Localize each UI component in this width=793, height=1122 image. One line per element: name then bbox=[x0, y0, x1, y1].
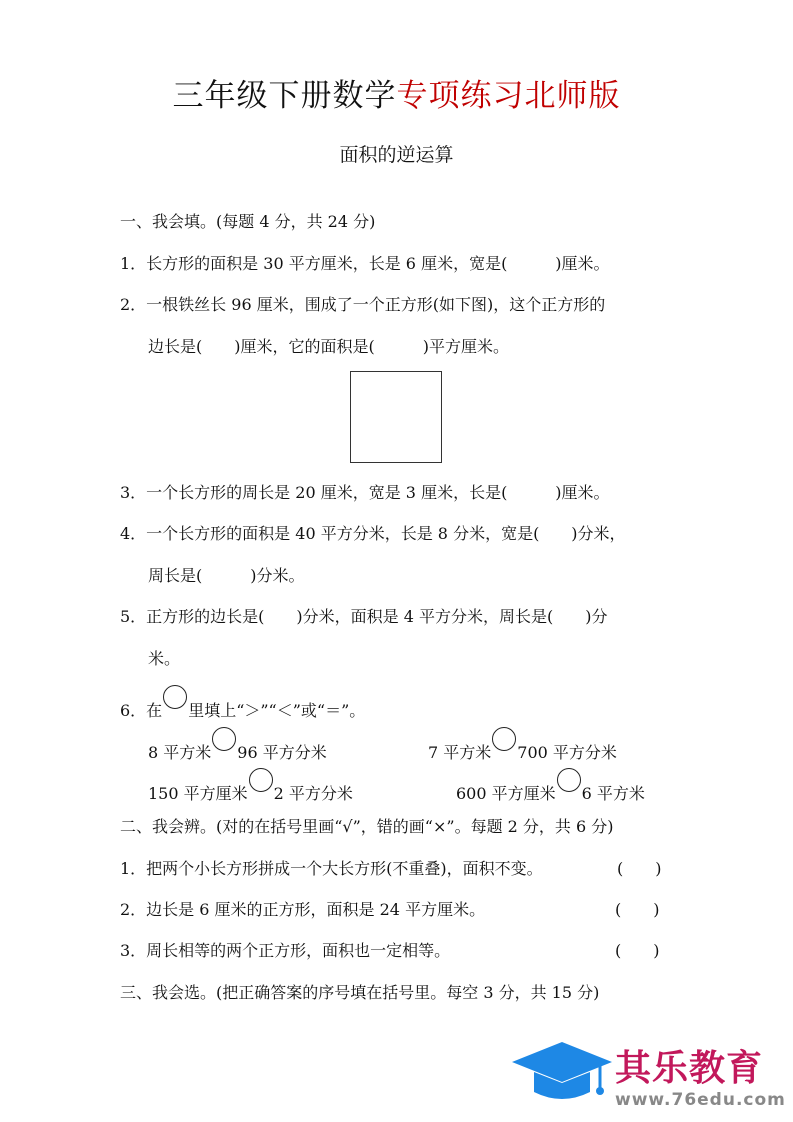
q6-suffix: 里填上“＞”“＜”或“＝”。 bbox=[188, 701, 366, 720]
title-black: 三年级下册数学 bbox=[172, 78, 397, 114]
question-1-4a: 4．一个长方形的面积是 40 平方分米，长是 8 分米，宽是( )分米， bbox=[120, 524, 626, 543]
compare-item-4 bbox=[456, 777, 645, 805]
question-2-3: 3．周长相等的两个正方形，面积也一定相等。 bbox=[120, 941, 451, 960]
question-2-2: 2．边长是 6 厘米的正方形，面积是 24 平方厘米。 bbox=[120, 900, 486, 919]
logo-name: 其乐教育 bbox=[615, 1048, 764, 1089]
question-1-6 bbox=[120, 694, 365, 722]
question-1-4b: 周长是( )分米。 bbox=[148, 566, 305, 585]
answer-circle-icon[interactable] bbox=[557, 768, 581, 792]
answer-circle-icon[interactable] bbox=[492, 727, 516, 751]
square-figure bbox=[350, 371, 442, 463]
question-2-1: 1．把两个小长方形拼成一个大长方形(不重叠)，面积不变。 bbox=[120, 859, 543, 878]
question-1-1: 1．长方形的面积是 30 平方厘米，长是 6 厘米，宽是( )厘米。 bbox=[120, 254, 610, 273]
section2-heading: 二、我会辨。(对的在括号里画“√”，错的画“×”。每题 2 分，共 6 分) bbox=[120, 817, 614, 836]
page-subtitle: 面积的逆运算 bbox=[339, 144, 454, 166]
compare-item-1 bbox=[148, 736, 327, 764]
question-1-3: 3．一个长方形的周长是 20 厘米，宽是 3 厘米，长是( )厘米。 bbox=[120, 483, 610, 502]
compare-left: 8 平方米 bbox=[148, 743, 212, 762]
answer-paren[interactable]: ( ) bbox=[615, 900, 660, 919]
compare-circle-icon bbox=[163, 685, 187, 709]
q6-prefix: 6．在 bbox=[120, 701, 163, 720]
compare-left: 150 平方厘米 bbox=[148, 784, 248, 803]
logo-url: www.76edu.com bbox=[615, 1090, 786, 1110]
compare-item-3 bbox=[148, 777, 353, 805]
compare-item-2 bbox=[428, 736, 617, 764]
compare-right: 96 平方分米 bbox=[237, 743, 327, 762]
question-1-2a: 2．一根铁丝长 96 厘米，围成了一个正方形(如下图)，这个正方形的 bbox=[120, 295, 606, 314]
answer-circle-icon[interactable] bbox=[212, 727, 236, 751]
compare-left: 7 平方米 bbox=[428, 743, 492, 762]
title-red: 专项练习北师版 bbox=[396, 78, 621, 114]
section1-heading: 一、我会填。(每题 4 分，共 24 分) bbox=[120, 212, 376, 231]
answer-circle-icon[interactable] bbox=[249, 768, 273, 792]
question-1-5a: 5．正方形的边长是( )分米，面积是 4 平方分米，周长是( )分 bbox=[120, 607, 608, 626]
section3-heading: 三、我会选。(把正确答案的序号填在括号里。每空 3 分，共 15 分) bbox=[120, 983, 600, 1002]
answer-paren[interactable]: ( ) bbox=[615, 941, 660, 960]
compare-left: 600 平方厘米 bbox=[456, 784, 556, 803]
page-title bbox=[0, 70, 793, 115]
compare-right: 6 平方米 bbox=[581, 784, 645, 803]
compare-right: 700 平方分米 bbox=[517, 743, 617, 762]
question-1-2b: 边长是( )厘米，它的面积是( )平方厘米。 bbox=[148, 337, 509, 356]
compare-right: 2 平方分米 bbox=[273, 784, 353, 803]
answer-paren[interactable]: ( ) bbox=[617, 859, 662, 878]
question-1-5b: 米。 bbox=[148, 649, 181, 668]
